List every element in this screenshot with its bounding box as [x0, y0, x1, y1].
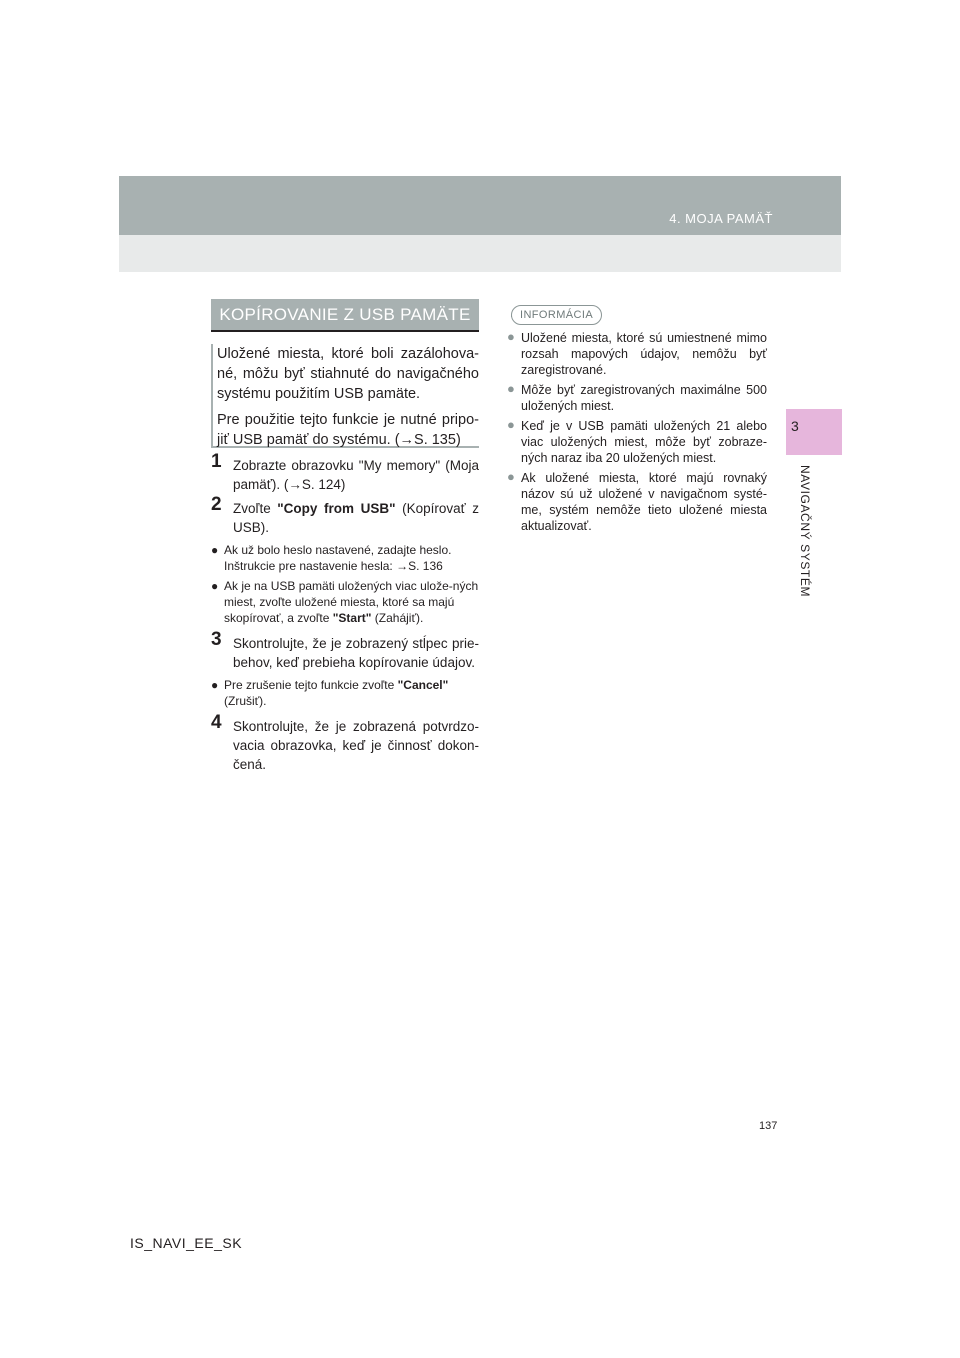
section-divider — [211, 330, 479, 332]
note-text-part: (Zahájiť). — [371, 611, 424, 625]
step-text-part: (Kopírovať z USB). — [233, 501, 479, 535]
step-number: 2 — [211, 494, 222, 515]
info-list — [507, 330, 767, 538]
step-2 — [211, 494, 479, 537]
info-tag: INFORMÁCIA — [511, 305, 602, 325]
document-code: IS_NAVI_EE_SK — [130, 1235, 243, 1251]
step-text — [233, 499, 479, 537]
info-text: Ak uložené miesta, ktoré majú rovnaký názov sú už uložené v navigačnom systé-me, systém nemôže tieto uložené miesta aktualizovať. — [521, 471, 767, 533]
page-number: 137 — [759, 1120, 778, 1132]
chapter-number: 3 — [791, 418, 799, 434]
header-section-title: 4. MOJA PAMÄŤ — [669, 211, 773, 226]
info-text: Keď je v USB pamäti uložených 21 alebo viac uložených miest, môže byť zobraze-ných naraz iba 20 uložených miest. — [521, 419, 767, 465]
header-bar — [119, 176, 841, 235]
chapter-label: NAVIGAČNÝ SYSTÉM — [798, 465, 812, 598]
note-item — [211, 578, 479, 626]
note-button-ref: "Cancel" — [397, 678, 449, 692]
note-text — [224, 579, 478, 625]
note-text-part: (Zrušiť). — [224, 694, 267, 708]
note-item — [211, 542, 479, 574]
step-text: Zobrazte obrazovku "My memory" (Moja pamäť). (→S. 124) — [233, 458, 479, 492]
bullet-icon: ● — [507, 417, 515, 432]
bullet-icon: ● — [507, 469, 515, 484]
info-item — [507, 382, 767, 414]
bullet-icon: ● — [211, 678, 219, 692]
intro-paragraph: Uložené miesta, ktoré boli zazálohova-né, môžu byť stiahnuté do navigačného systému použitím USB pamäte. — [217, 346, 479, 402]
info-text: Uložené miesta, ktoré sú umiestnené mimo rozsah mapových údajov, nemôžu byť zaregistrované. — [521, 331, 767, 377]
step-4 — [211, 712, 479, 774]
note-item — [211, 677, 479, 709]
step-1 — [211, 451, 479, 494]
intro-paragraph: Pre použitie tejto funkcie je nutné pripo-jiť USB pamäť do systému. (→S. 135) — [217, 412, 479, 448]
info-item — [507, 470, 767, 534]
bullet-icon: ● — [507, 381, 515, 396]
step-list — [211, 451, 479, 779]
bullet-icon: ● — [211, 543, 219, 557]
step-text: Skontrolujte, že je zobrazený stĺpec prie-behov, keď prebieha kopírovanie údajov. — [233, 636, 479, 670]
step-number: 3 — [211, 629, 222, 650]
info-text: Môže byť zaregistrovaných maximálne 500 uložených miest. — [521, 383, 767, 413]
note-text — [224, 678, 448, 708]
step-number: 4 — [211, 712, 222, 733]
info-item — [507, 330, 767, 378]
bullet-icon: ● — [507, 329, 515, 344]
note-text-part: Ak je na USB pamäti uložených viac ulože-ných miest, zvoľte uložené miesta, ktoré sa majú skopírovať, a zvoľte — [224, 579, 479, 625]
step-text: Skontrolujte, že je zobrazená potvrdzo-vacia obrazovka, keď je činnosť dokon-čená. — [233, 719, 479, 772]
info-item — [507, 418, 767, 466]
step-text-part: Zvoľte — [233, 501, 278, 516]
section-heading: KOPÍROVANIE Z USB PAMÄTE — [211, 299, 479, 330]
step-number: 1 — [211, 451, 222, 472]
step-3 — [211, 629, 479, 672]
note-button-ref: "Start" — [332, 611, 372, 625]
note-text-part: Pre zrušenie tejto funkcie zvoľte — [224, 678, 398, 692]
note-text: Ak už bolo heslo nastavené, zadajte heslo. Inštrukcie pre nastavenie hesla: →S. 136 — [224, 543, 452, 573]
page-header — [119, 176, 841, 272]
intro-box — [211, 344, 479, 448]
bullet-icon: ● — [211, 579, 219, 593]
step-button-ref: "Copy from USB" — [277, 501, 396, 516]
